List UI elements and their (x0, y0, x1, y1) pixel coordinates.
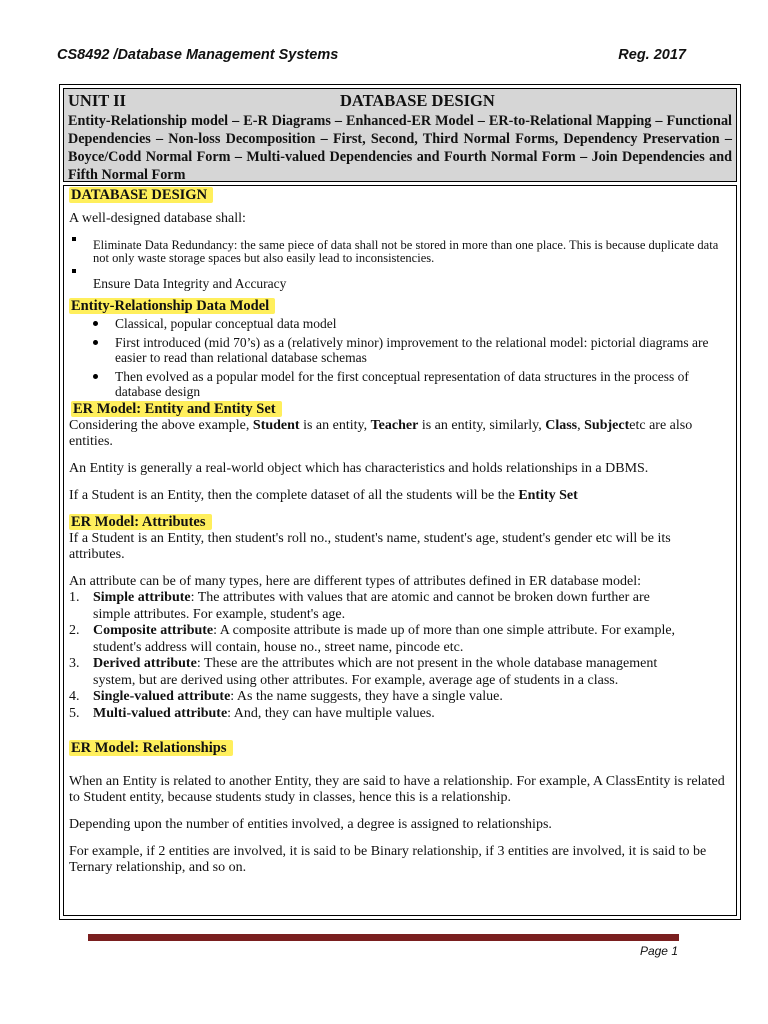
list-item: Eliminate Data Redundancy: the same piece of data shall not be stored in more than one place. This is because duplicate data not only waste storage spaces but also easily lead to inconsistencies. (69, 235, 728, 265)
page-number: Page 1 (639, 944, 678, 958)
unit-topics: Entity-Relationship model – E-R Diagrams – Enhanced-ER Model – ER-to-Relational Mapping – Functional Dependencies – Non-loss Decomposition – First, Second, Third Normal Forms, Dependency Preservation – Boyce/Codd Normal Form – Multi-valued Dependencies and Fourth Normal Form – Join Dependencies and Fifth Normal Form (68, 113, 732, 183)
entity-set-paragraph-3: If a Student is an Entity, then the complete dataset of all the students will be the Entity Set (69, 488, 578, 503)
page-header (57, 47, 686, 67)
attributes-paragraph-1: If a Student is an Entity, then student's roll no., student's name, student's age, student's gender etc will be its attributes. (69, 531, 671, 562)
section-heading-relationships: ER Model: Relationships (69, 740, 233, 756)
unit-label: UNIT II (68, 91, 126, 110)
list-item: 1. Simple attribute: The attributes with values that are atomic and cannot be broken down further are simple attributes. For example, student's age. (69, 590, 650, 622)
list-item: 3. Derived attribute: These are the attributes which are not present in the whole database management system, but are derived using other attributes. For example, average age of students in a class. (69, 656, 658, 688)
db-design-intro: A well-designed database shall: (69, 211, 246, 226)
entity-set-paragraph-1: Considering the above example, Student is an entity, Teacher is an entity, similarly, Class, Subjectetc are also entities. (69, 418, 693, 449)
relationships-paragraph-2: Depending upon the number of entities involved, a degree is assigned to relationships. (69, 817, 552, 832)
attribute-types-list (69, 590, 728, 722)
section-heading-database-design: DATABASE DESIGN (69, 187, 213, 203)
relationships-paragraph-3: For example, if 2 entities are involved, it is said to be Binary relationship, if 3 entities are involved, it is said to be Ternary relationship, and so on. (69, 844, 707, 875)
square-bullet-icon (72, 269, 76, 273)
relationships-paragraph-1: When an Entity is related to another Entity, they are said to have a relationship. For example, A ClassEntity is related to Student entity, because students study in classes, hence this is a relationship. (69, 774, 725, 805)
page-frame (59, 84, 741, 920)
list-item: 5. Multi-valued attribute: And, they can have multiple values. (69, 705, 435, 721)
regulation: Reg. 2017 (618, 47, 686, 63)
content-box (63, 185, 737, 916)
list-item: First introduced (mid 70’s) as a (relatively minor) improvement to the relational model: pictorial diagrams are easier to read than relational database schemas (69, 335, 728, 365)
square-bullet-icon (72, 237, 76, 241)
unit-title: DATABASE DESIGN (340, 91, 495, 110)
attributes-paragraph-2: An attribute can be of many types, here are different types of attributes defined in ER database model: (69, 574, 641, 589)
bullet-icon (93, 340, 98, 345)
list-item: Then evolved as a popular model for the first conceptual representation of data structures in the process of database design (69, 369, 728, 399)
list-item: Ensure Data Integrity and Accuracy (69, 267, 728, 292)
section-heading-attributes: ER Model: Attributes (69, 514, 212, 530)
bullet-icon (93, 374, 98, 379)
bullet-icon (93, 321, 98, 326)
entity-set-paragraph-2: An Entity is generally a real-world object which has characteristics and holds relationships in a DBMS. (69, 461, 649, 476)
er-data-model-list (69, 316, 728, 399)
section-heading-entity-set: ER Model: Entity and Entity Set (71, 401, 282, 417)
list-item: 4. Single-valued attribute: As the name suggests, they have a single value. (69, 689, 503, 704)
list-item: Classical, popular conceptual data model (69, 316, 728, 331)
course-title: CS8492 /Database Management Systems (57, 47, 339, 63)
list-item: 2. Composite attribute: A composite attribute is made up of more than one simple attribute. For example, student's address will contain, house no., street name, pincode etc. (69, 623, 676, 655)
footer-divider (88, 934, 679, 941)
section-heading-er-data-model: Entity-Relationship Data Model (69, 298, 275, 314)
unit-box (63, 88, 737, 182)
